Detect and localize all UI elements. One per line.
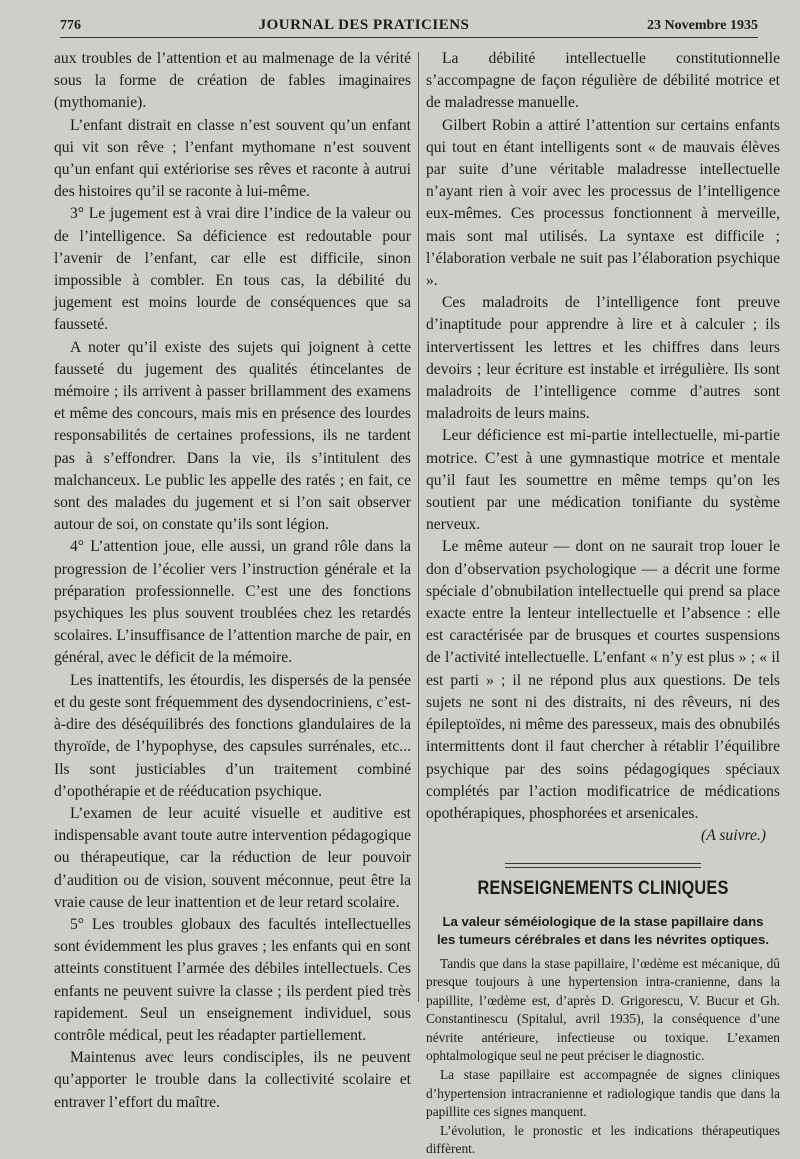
paragraph: aux troubles de l’attention et au malmenage de la vérité sous la forme de création de fables imaginaires (mythomanie). (54, 50, 411, 112)
to-be-continued: (A suivre.) (701, 827, 766, 845)
paragraph: 5° Les troubles globaux des facultés intellectuelles sont évidemment les plus graves ; les enfants qui en sont atteints constituent l’armée des débiles intellectuels. Ces enfants ne peuvent suivre la classe ; ils perdent pied très rapidement. Seul un enseignement individuel, sous contrôle médical, peut les réadapter partiellement. (54, 915, 411, 1044)
section-rule (505, 863, 701, 868)
paragraph: 3° Le jugement est à vrai dire l’indice de la valeur ou de l’intelligence. Sa déficience est redoutable pour l’avenir de l’enfant, car elle est difficile, sinon impossible à combler. En tous cas, la débilité du jugement est moins lourde de conséquences que sa fausseté. (54, 205, 411, 334)
issue-date: 23 Novembre 1935 (647, 18, 758, 33)
right-column (426, 48, 780, 1157)
paragraph: Le même auteur — dont on ne saurait trop louer le don d’observation psychologique — a décrit une forme spéciale d’obnubilation intellectuelle qui prend sa place exacte entre la lenteur intellectuelle et l’absence : elle est caractérisée par de brusques et courtes suspensions de l’activité intellectuelle. L’enfant « n’y est plus » ; « il est parti » ; il ne répond plus aux questions. De tels sujets ne sont ni des distraits, ni des rêveurs, ni des épileptoïdes, ni même des paresseux, mais des obnubilés intermittents dont il faut chercher à rétablir l’équilibre psychique par des soins pédagogiques spéciaux complétés par l’action modificatrice de médications opothérapiques, phosphorées et arsenicales. (426, 538, 780, 822)
paragraph: Maintenus avec leurs condisciples, ils ne peuvent qu’apporter le trouble dans la collectivité scolaire et entraver l’effort du maître. (54, 1049, 411, 1111)
section-heading: RENSEIGNEMENTS CLINIQUES (477, 878, 729, 900)
left-column (54, 48, 411, 1111)
page-number: 776 (60, 18, 81, 33)
article-title: La valeur séméiologique de la stase papillaire dans les tumeurs cérébrales et dans les névrites optiques. (436, 913, 770, 947)
paragraph: Tandis que dans la stase papillaire, l’œdème est mécanique, dû presque toujours à une hypertension intra-cranienne, dans la papillite, l’œdème est, d’après D. Grigorescu, V. Bucur et Gh. Constantinescu (Spitalul, avril 1935), la conséquence d’une névrite antérieure, infectieuse ou toxique. L’examen ophtalmologique seul ne peut préciser le diagnostic. (426, 955, 780, 1064)
paragraph: L’enfant distrait en classe n’est souvent qu’un enfant qui vit son rêve ; l’enfant mythomane n’est souvent qu’un enfant qui extériorise ses rêves et raconte à autrui des histoires qu’il se raconte à lui-même. (54, 116, 411, 201)
clinical-article (426, 955, 780, 1159)
paragraph: Ces maladroits de l’intelligence font preuve d’inaptitude pour apprendre à lire et à calculer ; ils intervertissent les lettres et les chiffres dans leurs devoirs ; leur écriture est instable et irrégulière. Ils sont maladroits de l’intelligence comme d’autres sont maladroits de leurs mains. (426, 294, 780, 423)
paragraph: Gilbert Robin a attiré l’attention sur certains enfants qui tout en étant intelligents sont « de mauvais élèves par suite d’une véritable maladresse intellectuelle n’ayant rien à voir avec les processus de l’intelligence eux-mêmes. Ces processus fonctionnent à merveille, mais sont mal utilisés. La syntaxe est difficile ; l’élaboration verbale ne suit pas l’élaboration psychique ». (426, 116, 780, 290)
paragraph: A noter qu’il existe des sujets qui joignent à cette fausseté du jugement des qualités étincelantes de mémoire ; ils arrivent à passer brillamment des examens et même des concours, mais mis en présence des lourdes responsabilités de certaines professions, ils ne tardent pas à s’effondrer. Dans la vie, ils s’intitulent des malchanceux. Le public les appelle des ratés ; en fait, ce sont des malades du jugement et si l’on sait observer autour de soi, on constate qu’ils sont légion. (54, 338, 411, 534)
paragraph: 4° L’attention joue, elle aussi, un grand rôle dans la progression de l’écolier vers l’instruction générale et la préparation professionnelle. C’est une des fonctions psychiques les plus souvent troublées chez les retardés scolaires. L’insuffisance de l’attention marche de pair, en général, avec le déficit de la mémoire. (54, 538, 411, 667)
paragraph: La stase papillaire est accompagnée de signes cliniques d’hypertension intracranienne et radiologique tandis que dans la papillite ces signes manquent. (426, 1067, 780, 1120)
column-divider (418, 52, 419, 1002)
running-header (60, 12, 758, 38)
journal-title: JOURNAL DES PRATICIENS (258, 17, 470, 33)
paragraph: La débilité intellectuelle constitutionnelle s’accompagne de façon régulière de débilité motrice et de maladresse manuelle. (426, 50, 780, 112)
paragraph: Leur déficience est mi-partie intellectuelle, mi-partie motrice. C’est à une gymnastique motrice et mentale qu’il faut les soumettre en même temps qu’on les soutient par une médication tonifiante du système nerveux. (426, 427, 780, 534)
paragraph: L’évolution, le pronostic et les indications thérapeutiques diffèrent. (426, 1122, 780, 1157)
paragraph: Les inattentifs, les étourdis, les dispersés de la pensée et du geste sont fréquemment des dysendocriniens, c’est-à-dire des déséquilibrés des fonctions glandulaires de la thyroïde, de l’hypophyse, des capsules surrénales, etc... Ils sont justiciables d’un traitement combiné d’opothérapie et de rééducation psychique. (54, 671, 411, 800)
paragraph: L’examen de leur acuité visuelle et auditive est indispensable avant toute autre intervention pédagogique ou thérapeutique, car la réduction de leur pouvoir d’audition ou de vision, souvent méconnue, peut être la vraie cause de leur inattention et de leur retard scolaire. (54, 804, 411, 911)
